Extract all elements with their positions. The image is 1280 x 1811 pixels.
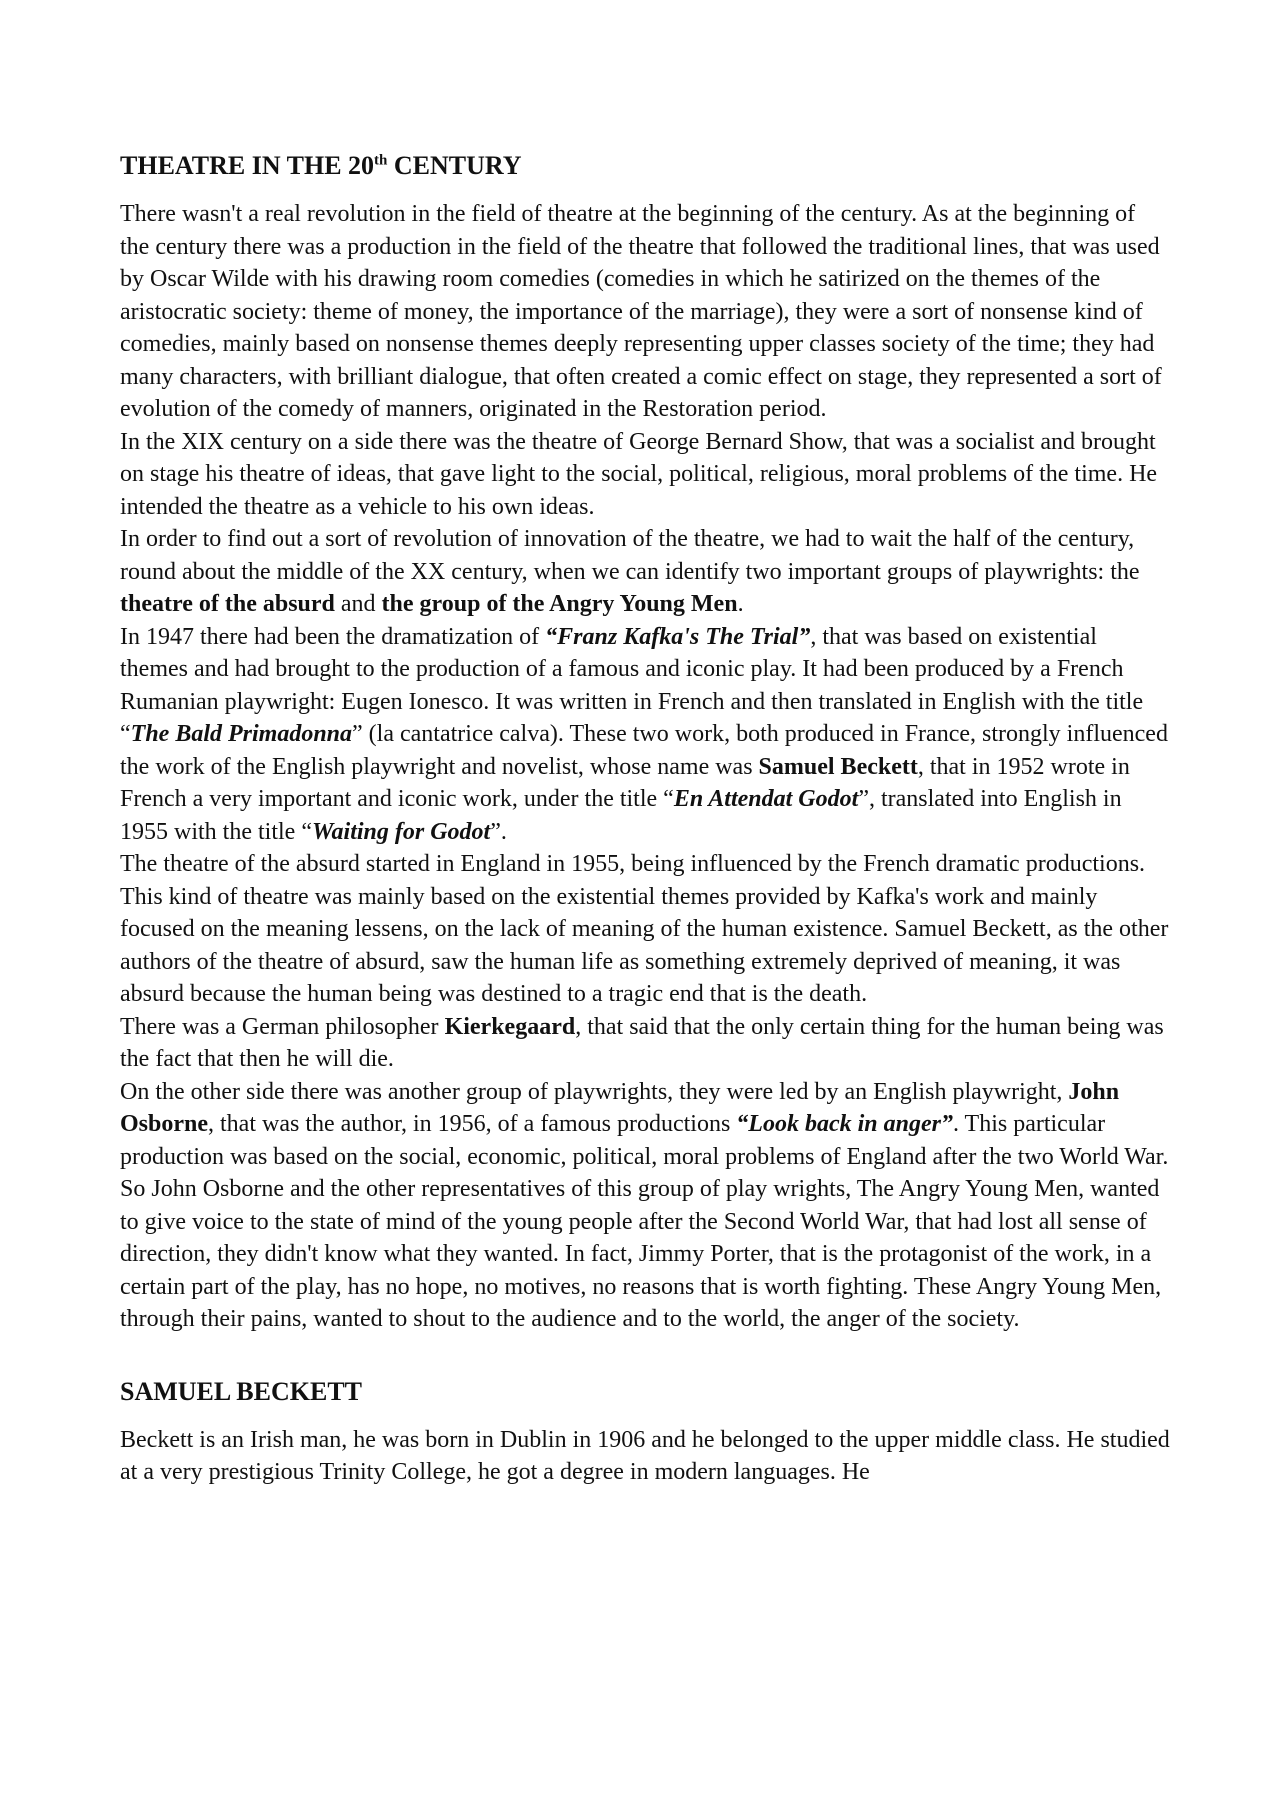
heading-samuel-beckett: SAMUEL BECKETT — [120, 1376, 363, 1406]
paragraph-john-osborne: On the other side there was another group of playwrights, they were led by an English playwright, John Osborne, that was the author, in 1956, of a famous productions “Look back in anger”. This particular production was based on the social, economic, political, moral problems of England after the two World War. So John Osborne and the other representatives of this group of play wrights, The Angry Young Men, wanted to give voice to the state of mind of the young people after the Second World War, that had lost all sense of direction, they didn't know what they wanted. In fact, Jimmy Porter, that is the protagonist of the work, in a certain part of the play, has no hope, no motives, no reasons that is worth fighting. These Angry Young Men, through their pains, wanted to shout to the audience and to the world, the anger of the society. — [120, 1078, 1169, 1332]
heading-theatre-20th-century: THEATRE IN THE 20th CENTURY — [120, 151, 522, 180]
paragraph-theatre-of-absurd: The theatre of the absurd started in England in 1955, being influenced by the French dramatic productions. This kind of theatre was mainly based on the existential themes provided by Kafka's work and mainly focused on the meaning lessens, on the lack of meaning of the human existence. Samuel Beckett, as the other authors of the theatre of absurd, saw the human life as something extremely deprived of meaning, it was absurd because the human being was destined to a tragic end that is the death. — [120, 851, 1169, 1007]
paragraph-kafka-beckett: In 1947 there had been the dramatization of “Franz Kafka's The Trial”, that was based on existential themes and had brought to the production of a famous and iconic play. It had been produced by a French Rumanian playwright: Eugen Ionesco. It was written in French and then translated in English with the title “The Bald Primadonna” (la cantatrice calva). These two work, both produced in France, strongly influenced the work of the English playwright and novelist, whose name was Samuel Beckett, that in 1952 wrote in French a very important and iconic work, under the title “En Attendat Godot”, translated into English in 1955 with the title “Waiting for Godot”. — [120, 623, 1168, 845]
paragraph-beckett-bio: Beckett is an Irish man, he was born in Dublin in 1906 and he belonged to the upper middle class. He studied at a very prestigious Trinity College, he got a degree in modern languages. He — [120, 1426, 1170, 1485]
paragraph-kierkegaard: There was a German philosopher Kierkegaard, that said that the only certain thing for the human being was the fact that then he will die. — [120, 1013, 1164, 1072]
document-page — [120, 150, 1170, 1489]
paragraph-revolution: In order to find out a sort of revolution of innovation of the theatre, we had to wait the half of the century, round about the middle of the XX century, when we can identify two important groups of playwrights: the theatre of the absurd and the group of the Angry Young Men. — [120, 526, 1140, 617]
paragraph-bernard-shaw: In the XIX century on a side there was the theatre of George Bernard Show, that was a socialist and brought on stage his theatre of ideas, that gave light to the social, political, religious, moral problems of the time. He intended the theatre as a vehicle to his own ideas. — [120, 428, 1158, 520]
paragraph-oscar-wilde: There wasn't a real revolution in the field of theatre at the beginning of the century. As at the beginning of the century there was a production in the field of the theatre that followed the traditional lines, that was used by Oscar Wilde with his drawing room comedies (comedies in which he satirized on the themes of the aristocratic society: theme of money, the importance of the marriage), they were a sort of nonsense kind of comedies, mainly based on nonsense themes deeply representing upper classes society of the time; they had many characters, with brilliant dialogue, that often created a comic effect on stage, they represented a sort of evolution of the comedy of manners, originated in the Restoration period. — [120, 201, 1162, 422]
